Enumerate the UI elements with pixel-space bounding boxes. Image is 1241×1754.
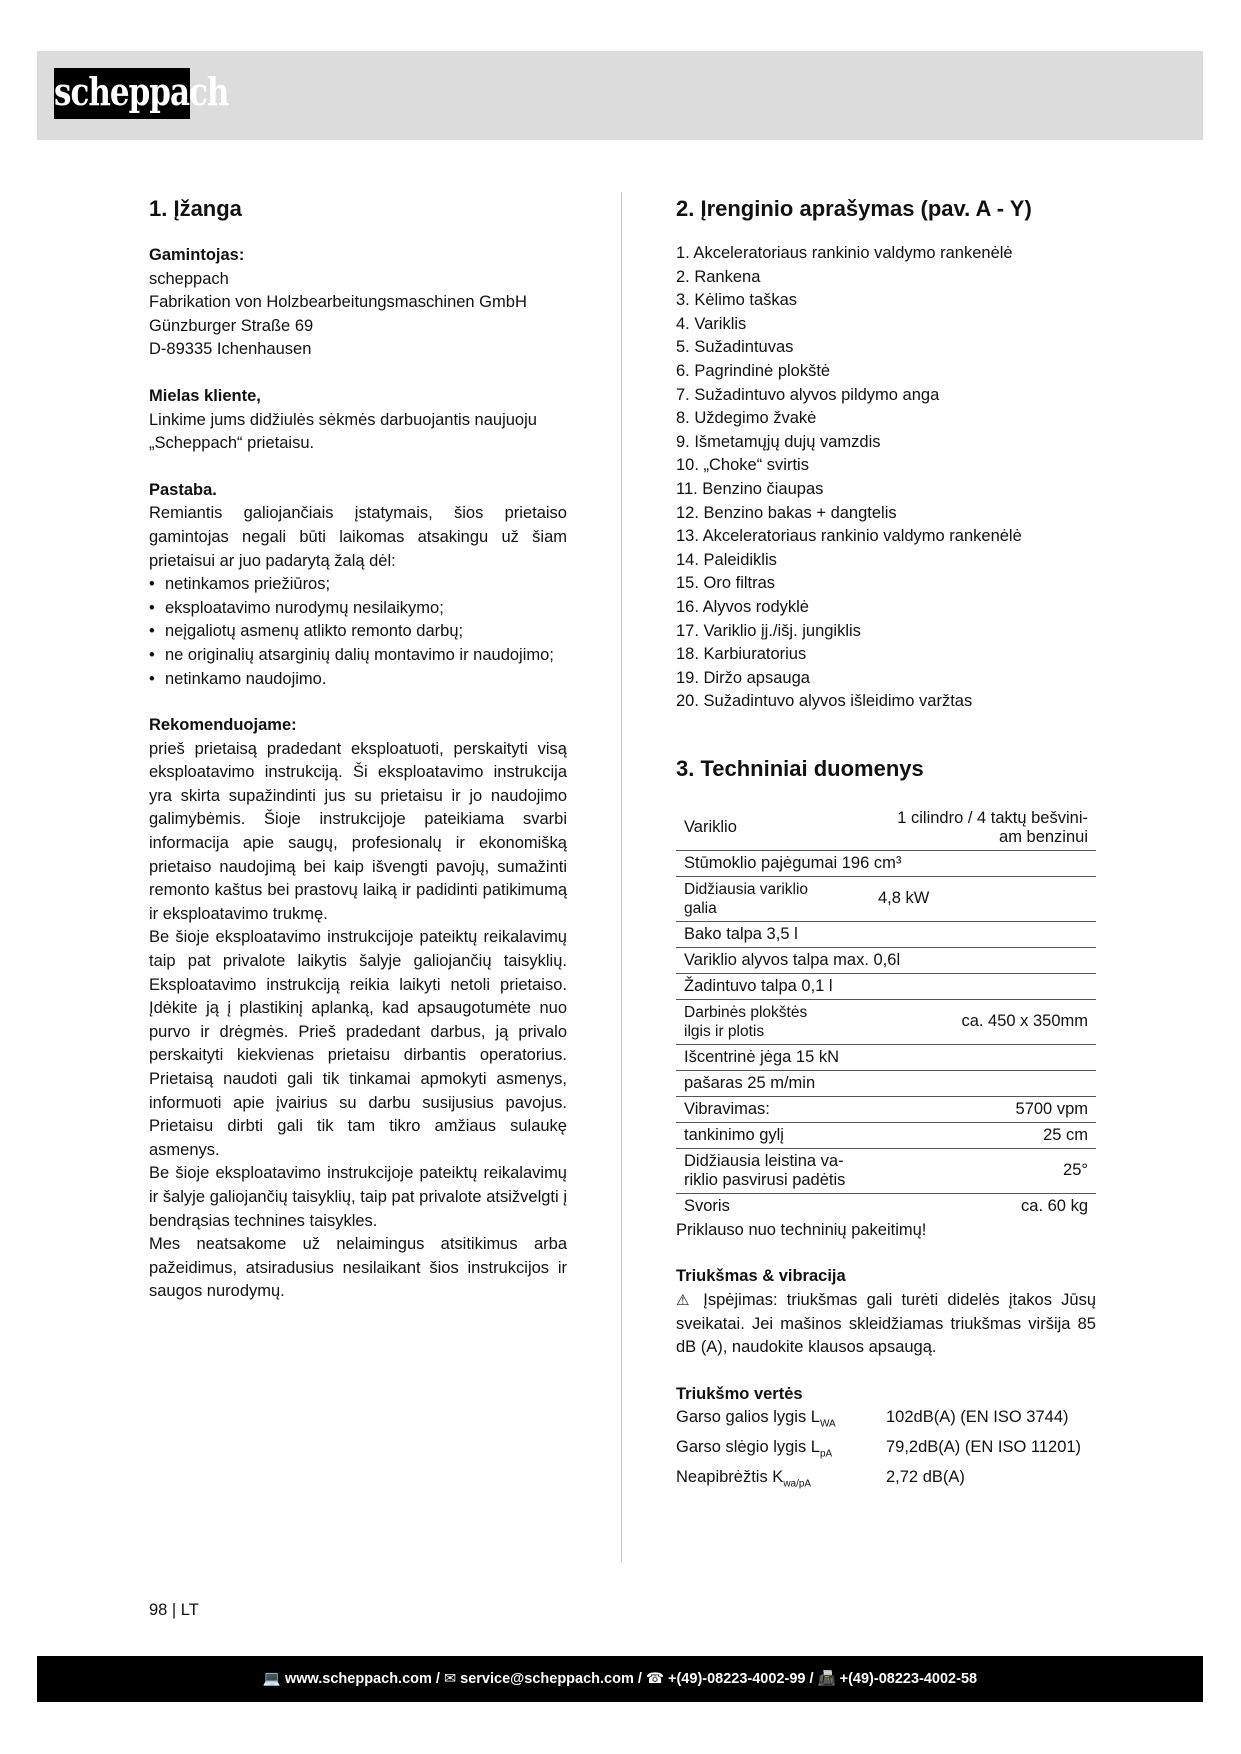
recommend-label: Rekomenduojame: — [149, 716, 297, 735]
list-item: 14. Paleidiklis — [676, 550, 777, 569]
list-item: • ne originalių atsarginių dalių montavimo ir naudojimo; — [149, 644, 567, 668]
phone-icon: ☎ — [645, 1671, 665, 1687]
exciter-volume: Žadintuvo talpa 0,1 l — [676, 973, 1096, 999]
noise-power-value: 102dB(A) (EN ISO 3744) — [886, 1408, 1069, 1427]
weight-label: Svoris — [684, 1196, 730, 1215]
noise-power-label — [676, 1406, 886, 1436]
depth-value: 25 cm — [870, 1122, 1096, 1148]
tilt-value: 25° — [870, 1148, 1096, 1193]
manufacturer-line: Fabrikation von Holzbearbeitungsmaschinen GmbH — [149, 293, 527, 312]
parts-list — [676, 242, 1096, 714]
page-number: 98 | LT — [149, 1601, 199, 1619]
logo-text: scheppach — [54, 70, 229, 115]
list-item: 15. Oro filtras — [676, 574, 776, 593]
list-item: 3. Kėlimo taškas — [676, 291, 798, 310]
note-label: Pastaba. — [149, 480, 217, 499]
fax-icon: 📠 — [817, 1671, 836, 1687]
list-item: 19. Diržo apsauga — [676, 668, 810, 687]
list-item: 8. Uždegimo žvakė — [676, 409, 817, 428]
plate-value: ca. 450 x 350mm — [870, 999, 1096, 1044]
plate-label-line: ilgis ir plotis — [684, 1022, 765, 1040]
footer-website: www.scheppach.com / — [284, 1671, 440, 1687]
list-item: 18. Karbiuratorius — [676, 645, 807, 664]
list-item: • neįgaliotų asmenų atlikto remonto darbų; — [149, 620, 567, 644]
power-label-line: galia — [684, 899, 717, 917]
table-row — [676, 1070, 1096, 1096]
table-row — [676, 806, 1096, 851]
tank-volume: Bako talpa 3,5 l — [676, 921, 1096, 947]
list-item: • eksploatavimo nurodymų nesilaikymo; — [149, 597, 567, 621]
manufacturer-line: scheppach — [149, 269, 229, 288]
table-row — [676, 1148, 1096, 1193]
greeting-label: Mielas kliente, — [149, 386, 261, 405]
tech-note: Priklauso nuo techninių pakeitimų! — [676, 1220, 927, 1239]
list-item: 10. „Choke“ svirtis — [676, 456, 809, 475]
noise-power-sub: WA — [819, 1418, 836, 1430]
tech-heading: 3. Techniniai duomenys — [676, 755, 924, 781]
table-row — [676, 921, 1096, 947]
list-item: 7. Sužadintuvo alyvos pildymo anga — [676, 385, 940, 404]
list-item: 1. Akceleratoriaus rankinio valdymo rankenėlė — [676, 244, 1013, 262]
table-row — [676, 1193, 1096, 1219]
plate-label — [676, 999, 870, 1044]
noise-values-heading: Triukšmo vertės — [676, 1384, 803, 1403]
plate-label-line: Darbinės plokštės — [684, 1003, 808, 1021]
list-item: 2. Rankena — [676, 267, 761, 286]
list-item: 11. Benzino čiaupas — [676, 479, 824, 498]
depth-label: tankinimo gylį — [676, 1122, 870, 1148]
left-column — [149, 192, 567, 1304]
right-column — [676, 192, 1096, 1496]
noise-uncertainty-label-text: Neapibrėžtis K — [676, 1468, 784, 1487]
engine-value-line: 1 cilindro / 4 taktų bešvini- — [897, 808, 1088, 827]
note-bullet-list — [149, 573, 567, 691]
table-row — [676, 1096, 1096, 1122]
engine-value — [870, 806, 1096, 851]
page-header — [37, 51, 1203, 140]
engine-label: Variklio — [676, 806, 870, 851]
computer-icon: 💻 — [262, 1671, 281, 1687]
recommend-paragraph: Be šioje eksploatavimo instrukcijoje pateiktų reikalavimų ir šalyje galiojančių taisyklių, taip pat privalote atsižvelgti į bendrąsias technines taisykles. — [149, 1164, 567, 1230]
list-item: • netinkamo naudojimo. — [149, 668, 567, 692]
noise-power-label-text: Garso galios lygis L — [676, 1408, 820, 1427]
vibration-label: Vibravimas: — [676, 1096, 870, 1122]
note-text: Remiantis galiojančiais įstatymais, šios prietaiso gamintojas negali būti laikomas atsakingu už šiam prietaisui ar juo padarytą žalą dėl: — [149, 504, 567, 570]
list-item: 9. Išmetamųjų dujų vamzdis — [676, 432, 881, 451]
tilt-label-line: Didžiausia leistina va- — [684, 1151, 844, 1170]
feed-rate: pašaras 25 m/min — [676, 1070, 1096, 1096]
noise-pressure-sub: pA — [819, 1448, 833, 1460]
power-label-line: Didžiausia variklio — [684, 880, 809, 898]
displacement: Stūmoklio pajėgumai 196 cm³ — [676, 850, 1096, 876]
noise-pressure-label — [676, 1436, 886, 1466]
recommend-paragraph: Mes neatsakome už nelaimingus atsitikimus arba pažeidimus, atsiradusius nesilaikant šios instrukcijos ir saugos nurodymų. — [149, 1235, 567, 1301]
table-row — [676, 947, 1096, 973]
table-row — [676, 1122, 1096, 1148]
list-item: 17. Variklio įj./išj. jungiklis — [676, 621, 861, 640]
footer-phone: +(49)-08223-4002-99 / — [668, 1671, 814, 1687]
warning-paragraph — [676, 1289, 1096, 1360]
table-row — [676, 1044, 1096, 1070]
engine-value-line: am benzinui — [999, 827, 1088, 846]
noise-uncertainty-value: 2,72 dB(A) — [886, 1468, 965, 1487]
power-value: 4,8 kW — [870, 876, 1096, 921]
centrifugal-force: Išcentrinė jėga 15 kN — [676, 1044, 1096, 1070]
manufacturer-line: D-89335 Ichenhausen — [149, 340, 312, 359]
weight-value: ca. 60 kg — [1021, 1196, 1088, 1215]
list-item: 6. Pagrindinė plokštė — [676, 361, 831, 380]
table-row — [676, 876, 1096, 921]
noise-pressure-value: 79,2dB(A) (EN ISO 11201) — [886, 1438, 1082, 1457]
warning-text: Įspėjimas: triukšmas gali turėti didelės įtakos Jūsų sveikatai. Jei mašinos skleidžiamas triukšmas viršija 85 dB (A), naudokite klausos apsaugą. — [676, 1291, 1097, 1357]
tilt-label — [676, 1148, 870, 1193]
list-item: 16. Alyvos rodyklė — [676, 597, 809, 616]
list-item: 4. Variklis — [676, 314, 747, 333]
scheppach-logo — [54, 68, 229, 119]
engine-oil-volume: Variklio alyvos talpa max. 0,6l — [676, 947, 1096, 973]
recommend-paragraph: prieš prietaisą pradedant eksploatuoti, perskaityti visą eksploatavimo instrukciją. Ši eksploatavimo instrukcija yra skirta supažindinti jus su prietaisu ir jo naudojimo galimybėmis. Šioje instrukcijoje pateikiama svarbi informacija apie saugų, profesionalų ir ekonomišką prietaiso naudojimą bei kaip išvengti pavojų, sumažinti remonto kaštus bei prastovų laiką ir padidinti patikimumą ir eksploatavimo trukmę. — [149, 739, 567, 923]
footer-fax: +(49)-08223-4002-58 — [839, 1671, 978, 1687]
intro-heading: 1. Įžanga — [149, 196, 242, 221]
noise-pressure-label-text: Garso slėgio lygis L — [676, 1438, 820, 1457]
noise-uncertainty-sub: wa/pA — [783, 1478, 812, 1490]
mail-icon: ✉ — [443, 1671, 457, 1687]
manufacturer-line: Günzburger Straße 69 — [149, 316, 314, 335]
page-footer — [37, 1656, 1203, 1702]
description-heading: 2. Įrenginio aprašymas (pav. A - Y) — [676, 196, 1032, 221]
list-item: • netinkamos priežiūros; — [149, 573, 567, 597]
list-item: 12. Benzino bakas + dangtelis — [676, 503, 897, 522]
tilt-label-line: riklio pasvirusi padėtis — [684, 1170, 846, 1189]
power-label — [676, 876, 870, 921]
greeting-text: Linkime jums didžiulės sėkmės darbuojantis naujuoju „Scheppach“ prietaisu. — [149, 410, 537, 453]
list-item: 13. Akceleratoriaus rankinio valdymo rankenėlė — [676, 527, 1022, 546]
tech-table — [676, 806, 1096, 1219]
warning-icon: ⚠ — [676, 1292, 695, 1310]
table-row — [676, 999, 1096, 1044]
footer-email: service@scheppach.com / — [460, 1671, 642, 1687]
column-divider — [621, 192, 622, 1562]
noise-heading: Triukšmas & vibracija — [676, 1267, 846, 1286]
noise-uncertainty-label — [676, 1466, 886, 1496]
list-item: 5. Sužadintuvas — [676, 338, 794, 357]
vibration-value: 5700 vpm — [870, 1096, 1096, 1122]
table-row — [676, 850, 1096, 876]
recommend-paragraph: Be šioje eksploatavimo instrukcijoje pateiktų reikalavimų taip pat privalote laikytis šalyje galiojančių taisyklių. Eksploatavimo instrukciją reikia laikyti netoli prietaiso. Įdėkite ją į plastikinį aplanką, kad apsaugotumėte nuo purvo ir drėgmės. Prieš pradedant darbus, ją privalo perskaityti kiekvienas prietaisu dirbantis operatorius. Prietaisą naudoti gali tik tinkamai apmokyti asmenys, informuoti apie įvairius su darbu susijusius pavojus. Prietaisu dirbti gali tik tam tikro amžiaus sulaukę asmenys. — [149, 928, 567, 1159]
noise-values — [676, 1406, 1096, 1496]
table-row — [676, 973, 1096, 999]
list-item: 20. Sužadintuvo alyvos išleidimo varžtas — [676, 692, 973, 711]
manufacturer-label: Gamintojas: — [149, 246, 245, 264]
